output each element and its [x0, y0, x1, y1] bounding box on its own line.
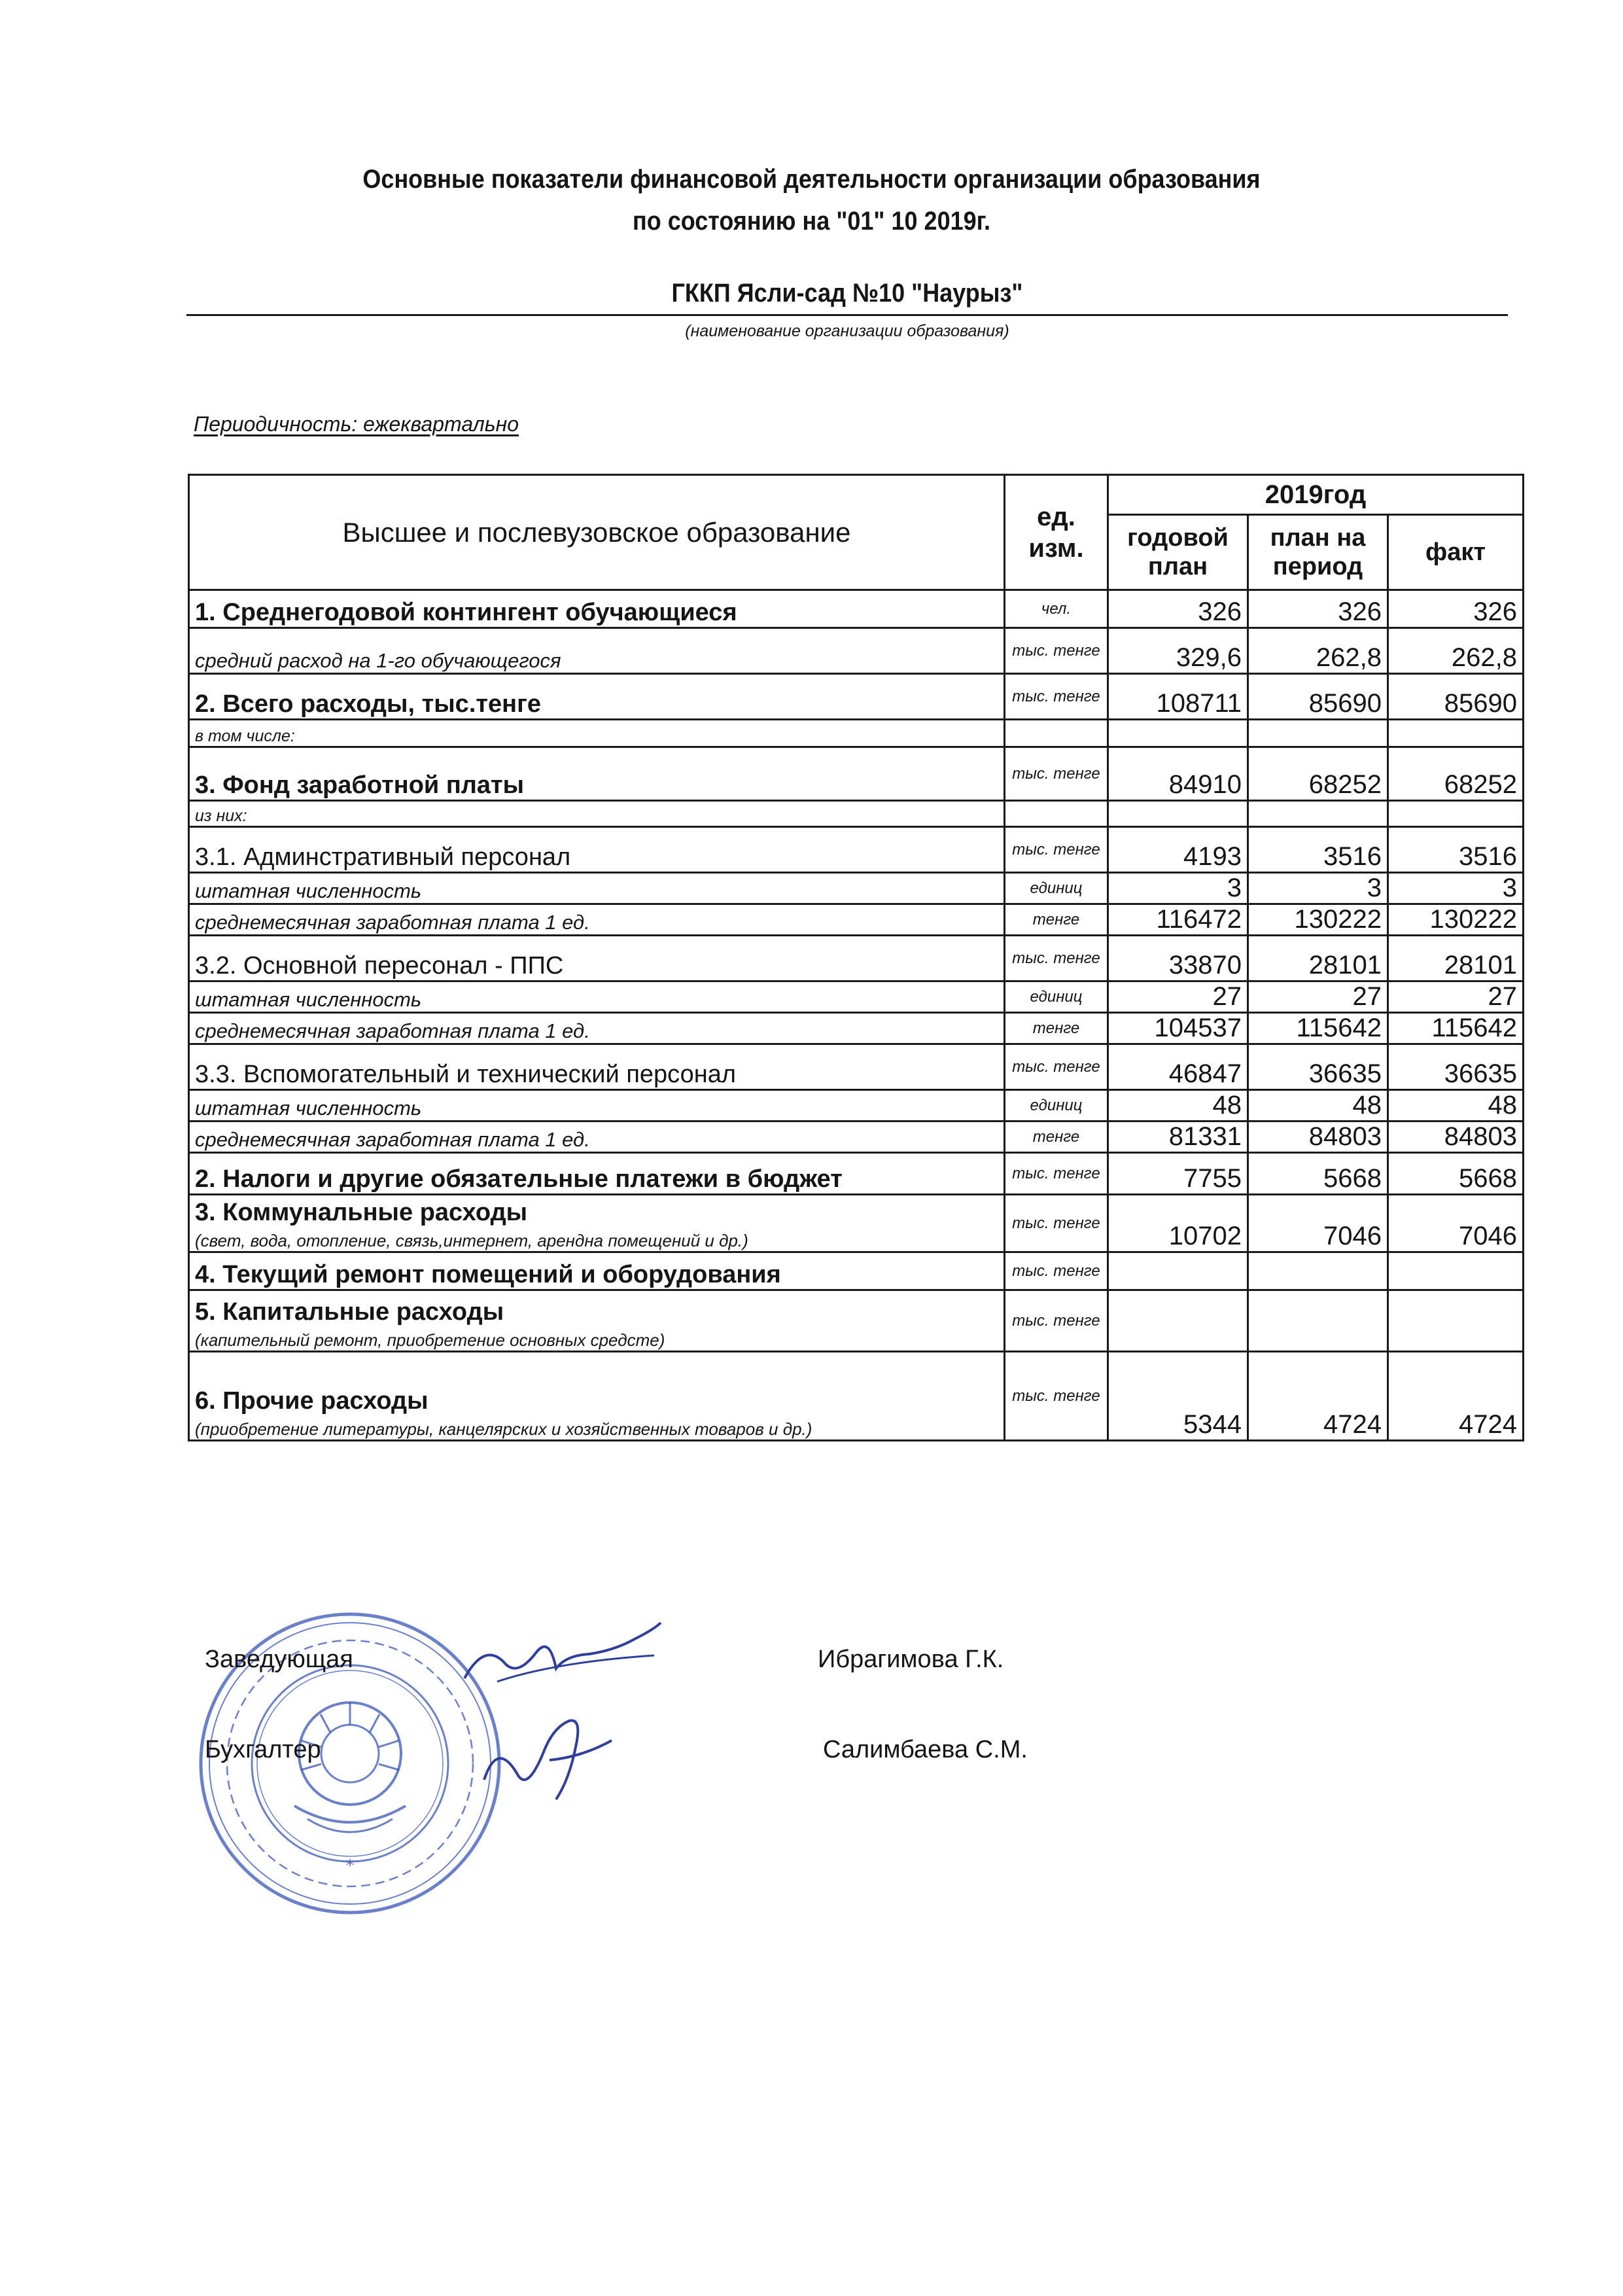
cell-period	[1248, 720, 1388, 747]
cell-annual: 27	[1108, 981, 1248, 1013]
table-row	[189, 720, 1524, 747]
head-title: Заведующая	[205, 1646, 353, 1673]
row-unit: тыс. тенге	[1005, 674, 1108, 720]
table-row	[189, 1290, 1524, 1352]
table-row	[189, 590, 1524, 628]
title-line-2: по состоянию на "01" 10 2019г.	[632, 207, 991, 236]
row-note: (капительный ремонт, приобретение основных средстe)	[195, 1330, 665, 1350]
cell-fact: 68252	[1388, 747, 1524, 801]
row-label-text: 1. Среднегодовой контингент обучающиеся	[195, 599, 737, 626]
document-title	[81, 158, 1542, 242]
row-label	[189, 1013, 1005, 1044]
row-unit: чел.	[1005, 590, 1108, 628]
row-label	[189, 801, 1005, 827]
head-name: Ибрагимова Г.К.	[818, 1646, 1004, 1673]
cell-period: 48	[1248, 1090, 1388, 1122]
cell-period: 28101	[1248, 936, 1388, 981]
row-label-text: 3.2. Основной пересонал - ППС	[195, 952, 564, 980]
accountant-name: Салимбаева С.М.	[823, 1736, 1028, 1763]
cell-annual: 108711	[1108, 674, 1248, 720]
cell-fact: 48	[1388, 1090, 1524, 1122]
cell-annual: 329,6	[1108, 628, 1248, 674]
organization-underline	[186, 314, 1508, 316]
cell-annual	[1108, 1290, 1248, 1352]
row-label	[189, 1044, 1005, 1090]
cell-fact: 27	[1388, 981, 1524, 1013]
cell-annual: 326	[1108, 590, 1248, 628]
row-label-text: из них:	[195, 807, 247, 825]
row-note: (свет, вода, отопление, связь,интернет, арендна помещений и др.)	[195, 1231, 748, 1250]
cell-fact	[1388, 1252, 1524, 1290]
table-row	[189, 904, 1524, 936]
row-unit: тыс. тенге	[1005, 1195, 1108, 1252]
row-label	[189, 827, 1005, 873]
cell-annual: 4193	[1108, 827, 1248, 873]
row-label-text: среднемесячная заработная плата 1 ед.	[195, 1128, 590, 1151]
row-label-text: штатная численность	[195, 988, 422, 1011]
row-unit: тыс. тенге	[1005, 747, 1108, 801]
row-label-text: средний расход на 1-го обучающегося	[195, 649, 561, 672]
cell-period: 4724	[1248, 1352, 1388, 1441]
periodicity: Периодичность: ежеквартально	[194, 412, 519, 436]
row-label-text: в том числе:	[195, 727, 295, 745]
cell-fact: 5668	[1388, 1153, 1524, 1195]
row-label	[189, 1252, 1005, 1290]
row-label-text: 2. Всего расходы, тыс.тенге	[195, 690, 542, 718]
row-unit: единиц	[1005, 1090, 1108, 1122]
row-unit: тенге	[1005, 904, 1108, 936]
row-label-text: 6. Прочие расходы	[195, 1387, 428, 1415]
cell-period: 27	[1248, 981, 1388, 1013]
row-unit: тенге	[1005, 1013, 1108, 1044]
cell-period: 85690	[1248, 674, 1388, 720]
row-label-text: 3.1. Админстративный персонал	[195, 843, 571, 871]
row-unit: тыс. тенге	[1005, 1290, 1108, 1352]
table-row	[189, 936, 1524, 981]
row-label	[189, 1090, 1005, 1122]
table-row	[189, 1090, 1524, 1122]
column-header-period-plan: план на период	[1248, 515, 1388, 590]
cell-annual: 48	[1108, 1090, 1248, 1122]
row-label-text: 3. Коммунальные расходы	[195, 1199, 528, 1226]
row-label	[189, 747, 1005, 801]
cell-annual	[1108, 1252, 1248, 1290]
row-label-text: 4. Текущий ремонт помещений и оборудования	[195, 1261, 781, 1288]
cell-fact: 130222	[1388, 904, 1524, 936]
table-row	[189, 1352, 1524, 1441]
table-body	[189, 590, 1524, 1441]
cell-period: 36635	[1248, 1044, 1388, 1090]
row-unit: единиц	[1005, 873, 1108, 904]
table-row	[189, 801, 1524, 827]
cell-fact: 3516	[1388, 827, 1524, 873]
cell-period: 115642	[1248, 1013, 1388, 1044]
cell-period: 3	[1248, 873, 1388, 904]
table-row	[189, 747, 1524, 801]
row-label	[189, 1122, 1005, 1153]
row-unit: тыс. тенге	[1005, 1044, 1108, 1090]
table-row	[189, 1252, 1524, 1290]
cell-fact: 115642	[1388, 1013, 1524, 1044]
organization-caption: (наименование организации образования)	[685, 322, 1009, 340]
row-unit	[1005, 720, 1108, 747]
svg-text:*: *	[345, 1856, 355, 1876]
table-row	[189, 1044, 1524, 1090]
cell-period: 262,8	[1248, 628, 1388, 674]
cell-annual: 33870	[1108, 936, 1248, 981]
row-unit: тыс. тенге	[1005, 1153, 1108, 1195]
cell-fact	[1388, 1290, 1524, 1352]
table-row	[189, 674, 1524, 720]
accountant-signature	[471, 1701, 621, 1812]
row-label	[189, 904, 1005, 936]
cell-annual: 5344	[1108, 1352, 1248, 1441]
cell-annual: 46847	[1108, 1044, 1248, 1090]
cell-period: 68252	[1248, 747, 1388, 801]
cell-period: 326	[1248, 590, 1388, 628]
row-unit: тыс. тенге	[1005, 1252, 1108, 1290]
cell-fact: 262,8	[1388, 628, 1524, 674]
cell-period	[1248, 801, 1388, 827]
row-label-text: среднемесячная заработная плата 1 ед.	[195, 911, 590, 934]
cell-annual: 84910	[1108, 747, 1248, 801]
row-label	[189, 674, 1005, 720]
cell-period: 5668	[1248, 1153, 1388, 1195]
row-label-text: 3. Фонд заработной платы	[195, 771, 525, 799]
column-header-unit: ед. изм.	[1005, 475, 1108, 590]
cell-period	[1248, 1290, 1388, 1352]
cell-period: 130222	[1248, 904, 1388, 936]
cell-annual: 3	[1108, 873, 1248, 904]
table-row	[189, 628, 1524, 674]
cell-fact: 36635	[1388, 1044, 1524, 1090]
column-header-year: 2019год	[1108, 475, 1524, 515]
column-header-fact: факт	[1388, 515, 1524, 590]
cell-annual: 7755	[1108, 1153, 1248, 1195]
cell-fact: 28101	[1388, 936, 1524, 981]
cell-fact: 7046	[1388, 1195, 1524, 1252]
row-label-text: среднемесячная заработная плата 1 ед.	[195, 1019, 590, 1042]
row-label	[189, 1153, 1005, 1195]
row-unit: единиц	[1005, 981, 1108, 1013]
row-label	[189, 1352, 1005, 1441]
cell-period: 7046	[1248, 1195, 1388, 1252]
cell-annual: 10702	[1108, 1195, 1248, 1252]
cell-annual: 81331	[1108, 1122, 1248, 1153]
organization-name: ГККП Ясли-сад №10 "Наурыз"	[671, 279, 1023, 308]
row-label	[189, 590, 1005, 628]
column-header-indicator: Высшее и послевузовское образование	[189, 475, 1005, 590]
cell-annual: 116472	[1108, 904, 1248, 936]
row-label	[189, 628, 1005, 674]
row-label	[189, 873, 1005, 904]
row-label	[189, 720, 1005, 747]
row-unit: тыс. тенге	[1005, 936, 1108, 981]
row-unit	[1005, 801, 1108, 827]
row-unit: тыс. тенге	[1005, 628, 1108, 674]
title-line-1: Основные показатели финансовой деятельности организации образования	[362, 165, 1261, 194]
cell-period: 3516	[1248, 827, 1388, 873]
cell-period	[1248, 1252, 1388, 1290]
column-header-annual-plan: годовой план	[1108, 515, 1248, 590]
table-row	[189, 981, 1524, 1013]
row-label-text: 3.3. Вспомогательный и технический персонал	[195, 1061, 737, 1088]
cell-fact	[1388, 801, 1524, 827]
table-row	[189, 1153, 1524, 1195]
cell-annual: 104537	[1108, 1013, 1248, 1044]
row-unit: тыс. тенге	[1005, 1352, 1108, 1441]
row-label	[189, 981, 1005, 1013]
cell-annual	[1108, 801, 1248, 827]
row-label	[189, 936, 1005, 981]
table-row	[189, 1013, 1524, 1044]
row-label	[189, 1195, 1005, 1252]
row-label	[189, 1290, 1005, 1352]
row-label-text: штатная численность	[195, 1097, 422, 1120]
row-label-text: штатная численность	[195, 879, 422, 902]
cell-fact: 84803	[1388, 1122, 1524, 1153]
table-row	[189, 1122, 1524, 1153]
cell-fact: 3	[1388, 873, 1524, 904]
accountant-title: Бухгалтер	[205, 1736, 321, 1763]
cell-period: 84803	[1248, 1122, 1388, 1153]
cell-fact	[1388, 720, 1524, 747]
table-row	[189, 873, 1524, 904]
financial-table	[188, 474, 1524, 1441]
head-signature	[458, 1616, 667, 1701]
cell-fact: 4724	[1388, 1352, 1524, 1441]
cell-fact: 85690	[1388, 674, 1524, 720]
table-row	[189, 1195, 1524, 1252]
table-row	[189, 827, 1524, 873]
row-label-text: 5. Капитальные расходы	[195, 1298, 504, 1326]
cell-annual	[1108, 720, 1248, 747]
row-unit: тенге	[1005, 1122, 1108, 1153]
cell-fact: 326	[1388, 590, 1524, 628]
row-note: (приобретение литературы, канцелярских и хозяйственных товаров и др.)	[195, 1419, 812, 1439]
row-unit: тыс. тенге	[1005, 827, 1108, 873]
row-label-text: 2. Налоги и другие обязательные платежи в бюджет	[195, 1165, 843, 1193]
